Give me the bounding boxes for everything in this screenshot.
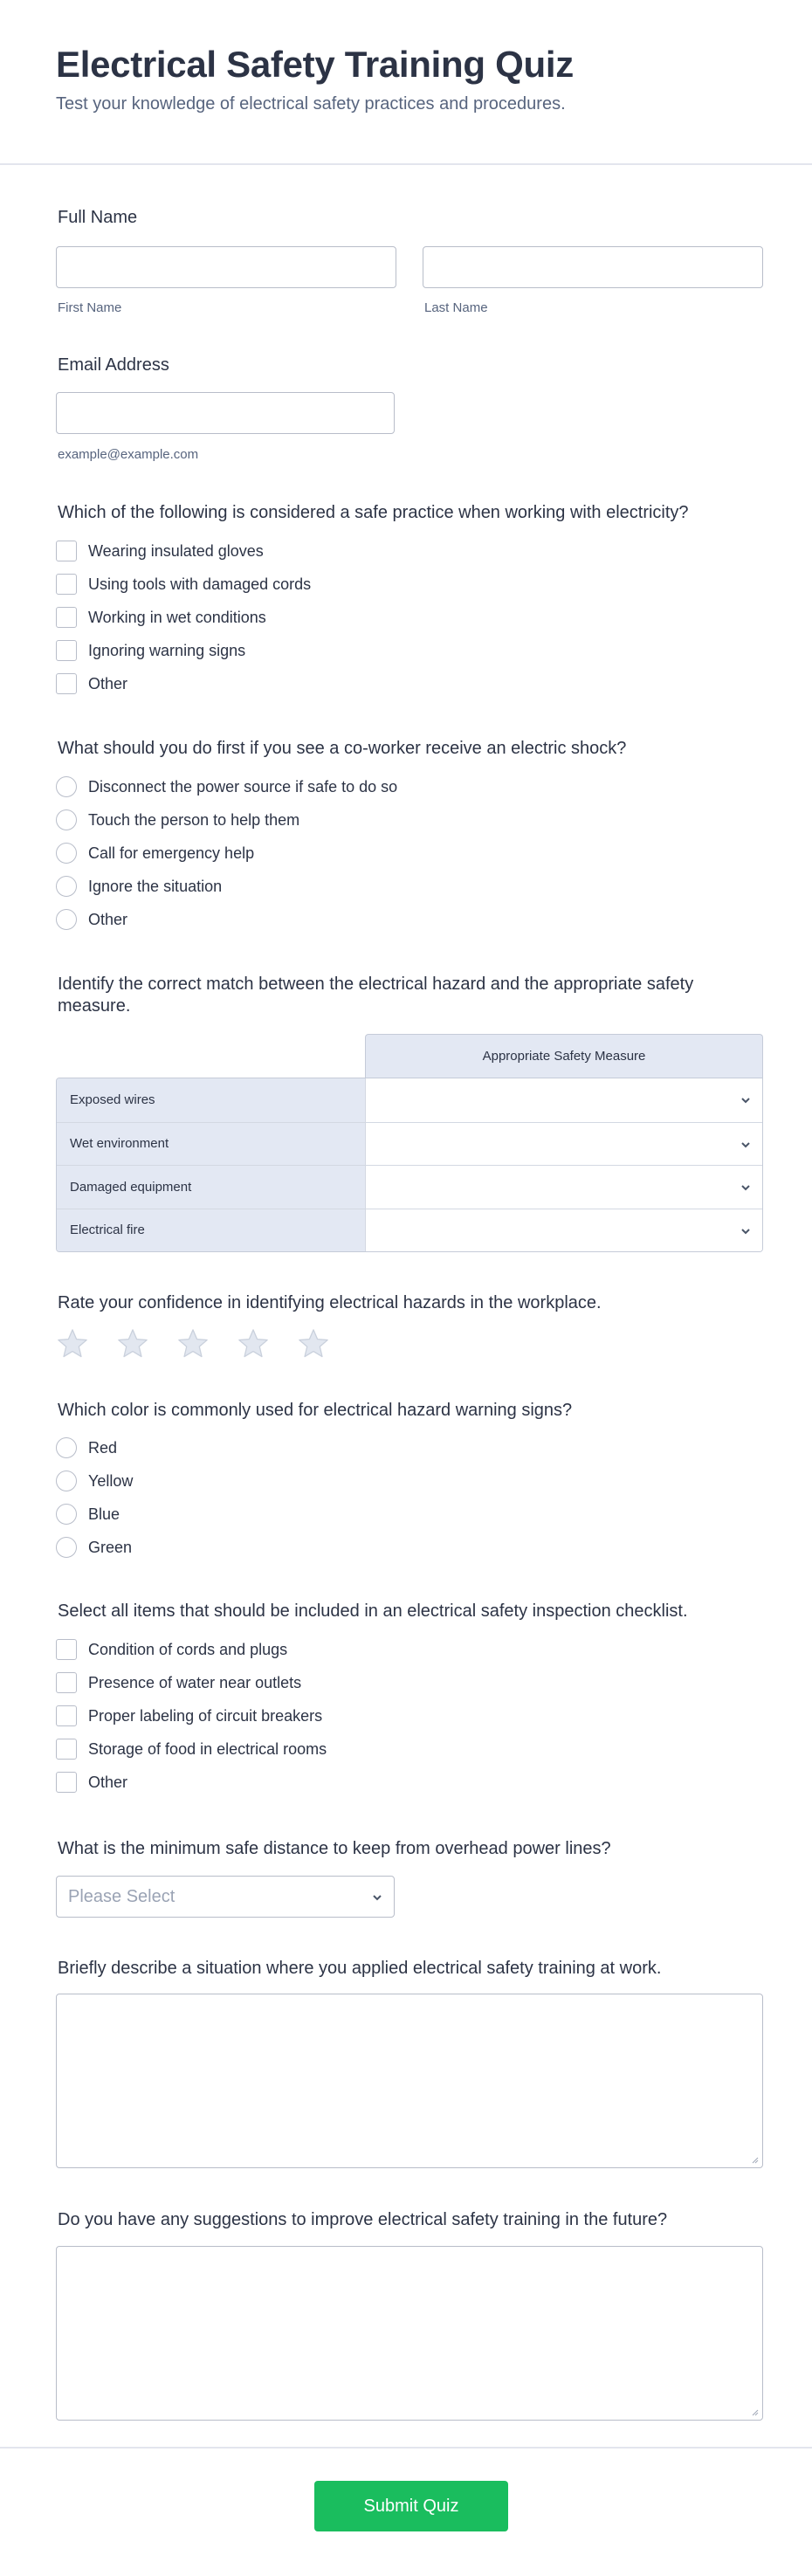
checkbox[interactable] [56, 1772, 77, 1793]
radio-button[interactable] [56, 876, 77, 897]
color-option[interactable]: Red [56, 1436, 117, 1459]
radio-button[interactable] [56, 909, 77, 930]
checklist-option[interactable]: Proper labeling of circuit breakers [56, 1705, 322, 1727]
radio-button[interactable] [56, 1537, 77, 1558]
star-icon[interactable] [116, 1327, 149, 1360]
email-sublabel: example@example.com [58, 447, 199, 462]
first-name-input[interactable] [56, 246, 396, 288]
chevron-down-icon [740, 1140, 752, 1149]
shock-option[interactable]: Other [56, 908, 127, 931]
matrix-dropdown[interactable] [366, 1078, 762, 1122]
form-title: Electrical Safety Training Quiz [56, 44, 574, 85]
radio-button[interactable] [56, 1471, 77, 1491]
email-label: Email Address [58, 355, 169, 375]
matrix-row-label: Wet environment [57, 1123, 366, 1166]
shock-option[interactable]: Disconnect the power source if safe to do so [56, 775, 397, 798]
checkbox[interactable] [56, 541, 77, 561]
checkbox[interactable] [56, 1639, 77, 1660]
matrix-row-label: Electrical fire [57, 1209, 366, 1252]
safe-practice-question: Which of the following is considered a safe practice when working with electricity? [58, 503, 689, 522]
suggestions-textarea[interactable] [56, 2246, 763, 2421]
full-name-label: Full Name [58, 208, 138, 227]
shock-option[interactable]: Call for emergency help [56, 842, 254, 864]
matrix-row [57, 1209, 762, 1252]
chevron-down-icon [740, 1183, 752, 1192]
matrix-column-header: Appropriate Safety Measure [365, 1034, 763, 1078]
form-subtitle: Test your knowledge of electrical safety practices and procedures. [56, 94, 566, 114]
first-name-sublabel: First Name [58, 300, 122, 315]
matrix-row [57, 1122, 762, 1166]
matrix-table [56, 1078, 763, 1252]
safe-practice-option[interactable]: Other [56, 672, 127, 695]
describe-question: Briefly describe a situation where you applied electrical safety training at work. [58, 1959, 662, 1978]
matrix-dropdown[interactable] [366, 1209, 762, 1252]
shock-question: What should you do first if you see a co-worker receive an electric shock? [58, 739, 627, 758]
color-question: Which color is commonly used for electrical hazard warning signs? [58, 1401, 573, 1420]
safe-practice-option[interactable]: Ignoring warning signs [56, 639, 245, 662]
radio-button[interactable] [56, 1504, 77, 1525]
describe-textarea[interactable] [56, 1994, 763, 2168]
suggestions-question: Do you have any suggestions to improve electrical safety training in the future? [58, 2210, 668, 2229]
checkbox[interactable] [56, 607, 77, 628]
matrix-dropdown[interactable] [366, 1123, 762, 1166]
email-input[interactable] [56, 392, 395, 434]
matrix-row [57, 1165, 762, 1209]
safe-practice-option[interactable]: Using tools with damaged cords [56, 573, 311, 596]
matrix-row [57, 1078, 762, 1122]
checklist-question: Select all items that should be included in an electrical safety inspection checklist. [58, 1601, 688, 1621]
shock-option[interactable]: Ignore the situation [56, 875, 222, 898]
checkbox[interactable] [56, 1739, 77, 1760]
footer-divider [0, 2447, 812, 2449]
resize-handle-icon[interactable] [752, 2157, 759, 2164]
checkbox[interactable] [56, 1672, 77, 1693]
radio-button[interactable] [56, 776, 77, 797]
color-option[interactable]: Yellow [56, 1470, 133, 1492]
rating-question: Rate your confidence in identifying electrical hazards in the workplace. [58, 1293, 602, 1312]
distance-question: What is the minimum safe distance to keep from overhead power lines? [58, 1839, 611, 1858]
checkbox[interactable] [56, 574, 77, 595]
chevron-down-icon [371, 1893, 383, 1902]
distance-select[interactable] [56, 1876, 395, 1918]
chevron-down-icon [740, 1096, 752, 1105]
last-name-sublabel: Last Name [424, 300, 488, 315]
radio-button[interactable] [56, 1437, 77, 1458]
checkbox[interactable] [56, 640, 77, 661]
star-icon[interactable] [297, 1327, 330, 1360]
matrix-question: Identify the correct match between the electrical hazard and the appropriate safety measure. [58, 975, 694, 1016]
chevron-down-icon [740, 1227, 752, 1236]
checkbox[interactable] [56, 1705, 77, 1726]
color-option[interactable]: Blue [56, 1503, 120, 1526]
color-option[interactable]: Green [56, 1536, 132, 1559]
last-name-input[interactable] [423, 246, 763, 288]
radio-button[interactable] [56, 809, 77, 830]
checklist-option[interactable]: Other [56, 1771, 127, 1794]
matrix-row-label: Exposed wires [57, 1078, 366, 1122]
star-icon[interactable] [176, 1327, 210, 1360]
resize-handle-icon[interactable] [752, 2409, 759, 2416]
header-divider [0, 163, 812, 165]
safe-practice-option[interactable]: Wearing insulated gloves [56, 540, 264, 562]
submit-quiz-button[interactable]: Submit Quiz [314, 2481, 508, 2531]
star-icon[interactable] [56, 1327, 89, 1360]
matrix-dropdown[interactable] [366, 1166, 762, 1209]
checklist-option[interactable]: Presence of water near outlets [56, 1671, 301, 1694]
shock-option[interactable]: Touch the person to help them [56, 809, 299, 831]
checkbox[interactable] [56, 673, 77, 694]
checklist-option[interactable]: Storage of food in electrical rooms [56, 1738, 327, 1760]
checklist-option[interactable]: Condition of cords and plugs [56, 1638, 287, 1661]
radio-button[interactable] [56, 843, 77, 864]
star-icon[interactable] [237, 1327, 270, 1360]
matrix-row-label: Damaged equipment [57, 1166, 366, 1209]
select-placeholder: Please Select [68, 1887, 175, 1906]
safe-practice-option[interactable]: Working in wet conditions [56, 606, 266, 629]
